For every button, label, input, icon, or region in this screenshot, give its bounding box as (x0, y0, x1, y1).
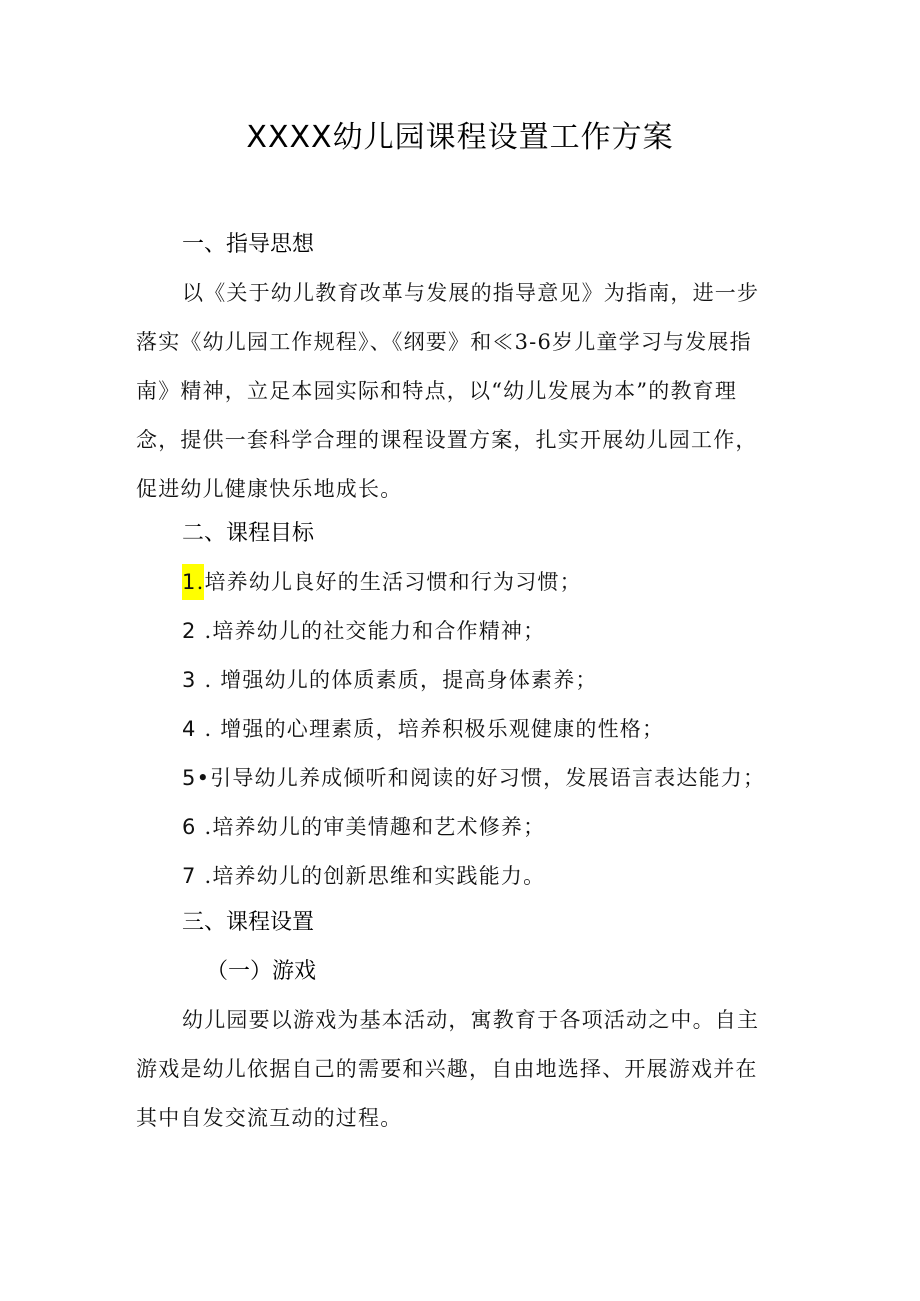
goal-item-4: 4 . 增强的心理素质，培养积极乐观健康的性格； (182, 717, 665, 741)
paragraph-line: 念，提供一套科学合理的课程设置方案，扎实开展幼儿园工作， (136, 428, 758, 452)
paragraph-games (136, 996, 788, 1143)
section-heading-guiding-ideology: 一、指导思想 (182, 232, 315, 257)
paragraph-guiding-ideology (136, 269, 788, 514)
goal-item-2: 2 .培养幼儿的社交能力和合作精神； (182, 619, 546, 643)
goal-item-3: 3 . 增强幼儿的体质素质，提高身体素养； (182, 668, 598, 692)
paragraph-line: 促进幼儿健康快乐地成长。 (136, 477, 403, 501)
document-title: XXXX幼儿园课程设置工作方案 (246, 120, 674, 155)
paragraph-line: 以《关于幼儿教育改革与发展的指导意见》为指南，进一步 (182, 281, 760, 305)
goal-item-6: 6 .培养幼儿的审美情趣和艺术修养； (182, 815, 546, 839)
goal-item-1: 1.培养幼儿良好的生活习惯和行为习惯； (182, 566, 582, 598)
subsection-heading-games: （一）游戏 (206, 959, 317, 984)
paragraph-line: 落实《幼儿园工作规程》、《纲要》和≪3-6岁儿童学习与发展指 (136, 330, 752, 354)
section-heading-course-goals: 二、课程目标 (182, 521, 315, 546)
goal-item-7: 7 .培养幼儿的创新思维和实践能力。 (182, 864, 546, 888)
section-heading-course-setup: 三、课程设置 (182, 910, 315, 935)
paragraph-line: 其中自发交流互动的过程。 (136, 1106, 403, 1130)
goal-item-5: 5•引导幼儿养成倾听和阅读的好习惯，发展语言表达能力； (182, 766, 766, 790)
paragraph-line: 幼儿园要以游戏为基本活动，寓教育于各项活动之中。自主 (182, 1008, 760, 1032)
highlighted-number: 1. (182, 564, 204, 600)
paragraph-line: 游戏是幼儿依据自己的需要和兴趣，自由地选择、开展游戏并在 (136, 1057, 758, 1081)
paragraph-line: 南》精神，立足本园实际和特点，以“幼儿发展为本”的教育理 (136, 379, 738, 403)
